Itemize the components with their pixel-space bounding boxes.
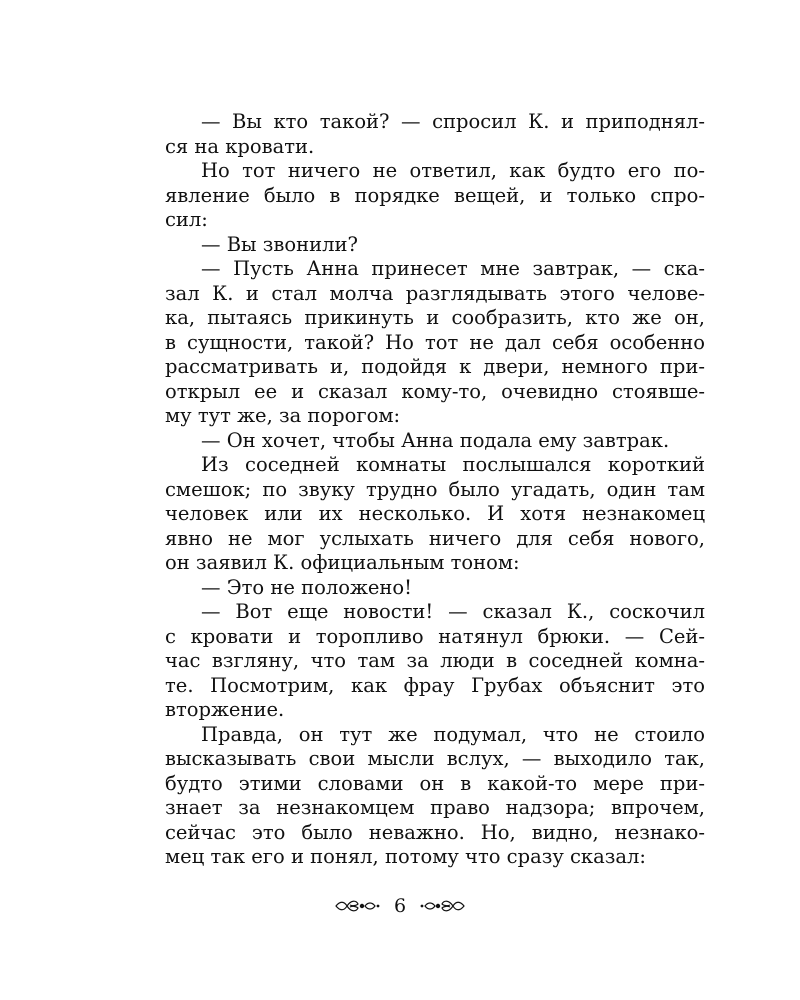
text-line: человек или их несколько. И хотя незнакомец — [165, 502, 705, 525]
paragraph — [165, 429, 705, 454]
text-line: явление было в порядке вещей, и только спро- — [165, 183, 705, 207]
text-line: — Это не положено! — [201, 575, 412, 599]
text-line: вторжение. — [165, 698, 285, 721]
text-line: — Пусть Анна принесет мне завтрак, — ска- — [201, 257, 705, 280]
flourish-right-icon — [420, 898, 466, 914]
text-line: знает за незнакомцем право надзора; впрочем, — [165, 796, 705, 819]
text-line: му тут же, за порогом: — [165, 404, 401, 427]
text-line: Из соседней комнаты послышался короткий — [201, 453, 705, 476]
text-line: смешок; по звуку трудно было угадать, один там — [165, 477, 705, 501]
text-line: будто этими словами он в какой-то мере при- — [165, 771, 705, 795]
paragraph — [165, 257, 705, 429]
text-line: явно не мог услыхать ничего для себя нового, — [165, 526, 705, 550]
flourish-left-icon — [334, 898, 380, 914]
text-line: сил: — [165, 208, 208, 231]
paragraph — [165, 723, 705, 870]
text-line: он заявил К. официальным тоном: — [165, 551, 520, 574]
text-line: — Вы кто такой? — спросил К. и приподнял- — [201, 110, 705, 133]
text-line: в сущности, такой? Но тот не дал себя особенно — [165, 330, 705, 354]
paragraph — [165, 576, 705, 601]
text-line: открыл ее и сказал кому-то, очевидно стоявше- — [165, 379, 705, 403]
text-line: сейчас это было неважно. Но, видно, незнако- — [165, 820, 705, 844]
text-line: — Вы звонили? — [201, 232, 358, 256]
text-line: Но тот ничего не ответил, как будто его по- — [201, 159, 705, 182]
text-line: рассматривать и, подойдя к двери, немного при- — [165, 355, 705, 378]
paragraph — [165, 453, 705, 576]
paragraph — [165, 600, 705, 723]
text-line: те. Посмотрим, как фрау Грубах объяснит это — [165, 673, 705, 697]
text-line: — Вот еще новости! — сказал К., соскочил — [201, 600, 705, 623]
paragraph — [165, 110, 705, 159]
page-footer — [0, 896, 800, 916]
text-line: час взгляну, что там за люди в соседней комна- — [165, 649, 705, 672]
page-number: 6 — [393, 895, 407, 917]
text-line: ся на кровати. — [165, 134, 315, 158]
body-text — [165, 110, 705, 870]
text-line: с кровати и торопливо натянул брюки. — Сей- — [165, 624, 705, 648]
text-line: зал К. и стал молча разглядывать этого челове- — [165, 281, 705, 305]
text-line: мец так его и понял, потому что сразу сказал: — [165, 845, 646, 868]
text-line: Правда, он тут же подумал, что не стоило — [201, 722, 705, 746]
text-line: — Он хочет, чтобы Анна подала ему завтрак. — [201, 428, 670, 452]
paragraph — [165, 233, 705, 258]
text-line: ка, пытаясь прикинуть и сообразить, кто же он, — [165, 306, 705, 329]
paragraph — [165, 159, 705, 233]
text-line: высказывать свои мысли вслух, — выходило так, — [165, 747, 705, 770]
